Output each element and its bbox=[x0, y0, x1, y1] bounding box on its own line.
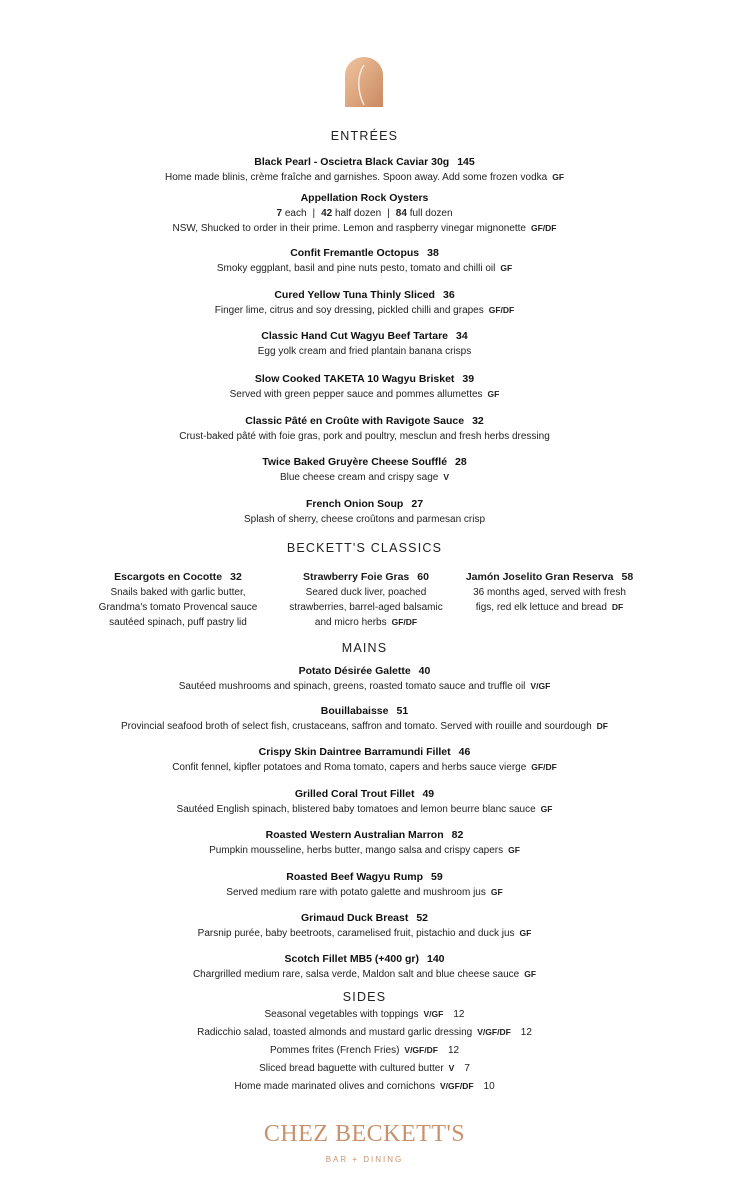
item-name: Classic Hand Cut Wagyu Beef Tartare bbox=[261, 330, 449, 342]
side-item bbox=[0, 1007, 729, 1022]
item-price: 46 bbox=[458, 746, 471, 758]
classic-item bbox=[458, 570, 641, 615]
dietary-tag: GF bbox=[519, 928, 532, 938]
item-name: Appellation Rock Oysters bbox=[300, 192, 429, 204]
item-description: Chargrilled medium rare, salsa verde, Maldon salt and blue cheese sauce bbox=[192, 969, 520, 980]
item-price: 32 bbox=[230, 571, 242, 583]
item-price: 51 bbox=[396, 705, 409, 717]
dietary-tag: GF bbox=[490, 887, 503, 897]
side-item bbox=[0, 1025, 729, 1040]
menu-item bbox=[0, 191, 729, 236]
item-description: Home made blinis, crème fraîche and garnishes. Spoon away. Add some frozen vodka bbox=[164, 172, 548, 183]
dietary-tag: V/GF bbox=[530, 681, 551, 691]
dietary-tag: GF bbox=[487, 389, 500, 399]
item-name: Pommes frites (French Fries) bbox=[269, 1045, 400, 1056]
classic-item bbox=[88, 570, 268, 630]
item-price: 7 bbox=[464, 1063, 470, 1074]
menu-item bbox=[0, 246, 729, 276]
item-price: 58 bbox=[621, 571, 634, 583]
item-name: Crispy Skin Daintree Barramundi Fillet bbox=[258, 746, 451, 758]
dietary-tag: DF bbox=[611, 602, 624, 612]
item-description: Sautéed mushrooms and spinach, greens, roasted tomato sauce and truffle oil bbox=[178, 681, 526, 692]
dietary-tag: GF bbox=[540, 804, 553, 814]
brand-subtitle: BAR + DINING bbox=[325, 1155, 404, 1164]
menu-item bbox=[0, 828, 729, 858]
item-name: Confit Fremantle Octopus bbox=[290, 247, 420, 259]
item-name: Seasonal vegetables with toppings bbox=[264, 1009, 419, 1020]
menu-item bbox=[0, 745, 729, 775]
item-name: Scotch Fillet MB5 (+400 gr) bbox=[284, 953, 419, 965]
item-description: Sautéed English spinach, blistered baby tomatoes and lemon beurre blanc sauce bbox=[176, 804, 536, 815]
item-price: 40 bbox=[418, 665, 431, 677]
item-description-line: Snails baked with garlic butter, bbox=[110, 587, 246, 598]
item-name: Black Pearl - Oscietra Black Caviar 30g bbox=[254, 156, 450, 168]
dietary-tag: GF bbox=[508, 845, 520, 855]
menu-item bbox=[0, 455, 729, 485]
item-price: 145 bbox=[457, 156, 475, 168]
section-title-classics: BECKETT'S CLASSICS bbox=[286, 541, 443, 555]
item-description-line: Grandma's tomato Provencal sauce bbox=[98, 602, 258, 613]
menu-item bbox=[0, 911, 729, 941]
menu-item bbox=[0, 329, 729, 359]
item-description: Smoky eggplant, basil and pine nuts pesto, tomato and chilli oil bbox=[216, 263, 496, 274]
restaurant-logo-icon bbox=[343, 57, 385, 107]
dietary-tag: GF bbox=[524, 969, 537, 979]
item-description-line: 36 months aged, served with fresh bbox=[473, 587, 626, 598]
item-description: Pumpkin mousseline, herbs butter, mango salsa and crispy capers bbox=[209, 845, 504, 856]
item-name: Cured Yellow Tuna Thinly Sliced bbox=[274, 289, 435, 301]
item-price: 60 bbox=[417, 571, 429, 583]
item-name: Roasted Western Australian Marron bbox=[265, 829, 444, 841]
item-name: Escargots en Cocotte bbox=[114, 571, 223, 583]
section-title-entrees: ENTRÉES bbox=[330, 129, 399, 143]
item-price: 34 bbox=[456, 330, 468, 342]
item-name: Roasted Beef Wagyu Rump bbox=[286, 871, 424, 883]
oyster-sizes: 7 each | 42 half dozen | 84 full dozen bbox=[276, 208, 453, 219]
item-description: Crust-baked pâté with foie gras, pork and poultry, mesclun and fresh herbs dressing bbox=[179, 431, 550, 442]
item-description: Served with green pepper sauce and pommes allumettes bbox=[229, 389, 483, 400]
menu-item bbox=[0, 155, 729, 185]
item-name: Radicchio salad, toasted almonds and mustard garlic dressing bbox=[197, 1027, 473, 1038]
dietary-tag: GF bbox=[500, 263, 513, 273]
item-description: Splash of sherry, cheese croûtons and parmesan crisp bbox=[243, 514, 486, 525]
item-description-line: figs, red elk lettuce and bread bbox=[475, 602, 607, 613]
menu-item bbox=[0, 870, 729, 900]
item-name: Sliced bread baguette with cultured butter bbox=[259, 1063, 444, 1074]
dietary-tag: V/GF/DF bbox=[404, 1045, 438, 1055]
item-description: Confit fennel, kipfler potatoes and Roma tomato, capers and herbs sauce vierge bbox=[172, 762, 527, 773]
item-name: French Onion Soup bbox=[305, 498, 404, 510]
item-price: 10 bbox=[483, 1081, 495, 1092]
item-price: 140 bbox=[426, 953, 445, 965]
item-name: Bouillabaisse bbox=[320, 705, 389, 717]
item-description: Finger lime, citrus and soy dressing, pickled chilli and grapes bbox=[214, 305, 484, 316]
item-name: Home made marinated olives and cornichons bbox=[234, 1081, 435, 1092]
item-price: 36 bbox=[442, 289, 455, 301]
menu-item bbox=[0, 497, 729, 527]
dietary-tag: V/GF/DF bbox=[440, 1081, 474, 1091]
item-price: 27 bbox=[411, 498, 424, 510]
dietary-tag: GF bbox=[552, 172, 565, 182]
side-item bbox=[0, 1079, 729, 1094]
dietary-tag: V/GF bbox=[423, 1009, 444, 1019]
item-price: 38 bbox=[427, 247, 439, 259]
item-description-line: and micro herbs bbox=[314, 617, 387, 628]
dietary-tag: V/GF/DF bbox=[477, 1027, 511, 1037]
item-name: Strawberry Foie Gras bbox=[303, 571, 410, 583]
item-price: 12 bbox=[447, 1045, 460, 1056]
dietary-tag: DF bbox=[596, 721, 608, 731]
item-description-line: strawberries, barrel-aged balsamic bbox=[289, 602, 443, 613]
item-name: Potato Désirée Galette bbox=[298, 665, 411, 677]
item-description-line: sautéed spinach, puff pastry lid bbox=[109, 617, 247, 628]
menu-item bbox=[0, 288, 729, 318]
side-item bbox=[0, 1043, 729, 1058]
item-description: NSW, Shucked to order in their prime. Lemon and raspberry vinegar mignonette bbox=[172, 223, 526, 234]
item-name: Grimaud Duck Breast bbox=[300, 912, 409, 924]
section-title-mains: MAINS bbox=[341, 641, 388, 655]
item-price: 49 bbox=[422, 788, 435, 800]
item-price: 12 bbox=[520, 1027, 532, 1038]
item-description: Provincial seafood broth of select fish, crustaceans, saffron and tomato. Served with rouille and sourdough bbox=[121, 721, 592, 732]
item-description: Served medium rare with potato galette and mushroom jus bbox=[226, 887, 486, 898]
item-price: 59 bbox=[431, 871, 443, 883]
dietary-tag: V bbox=[443, 472, 450, 482]
dietary-tag: GF/DF bbox=[488, 305, 515, 315]
item-price: 28 bbox=[455, 456, 467, 468]
item-price: 32 bbox=[472, 415, 484, 427]
menu-item bbox=[0, 787, 729, 817]
menu-item bbox=[0, 952, 729, 982]
dietary-tag: V bbox=[448, 1063, 455, 1073]
item-name: Slow Cooked TAKETA 10 Wagyu Brisket bbox=[254, 373, 455, 385]
menu-item bbox=[0, 664, 729, 694]
item-description: Egg yolk cream and fried plantain banana crisps bbox=[257, 346, 472, 357]
item-description: Blue cheese cream and crispy sage bbox=[279, 472, 439, 483]
classic-item bbox=[271, 570, 461, 630]
dietary-tag: GF/DF bbox=[391, 617, 418, 627]
item-price: 52 bbox=[416, 912, 429, 924]
menu-item bbox=[0, 414, 729, 444]
item-price: 12 bbox=[453, 1009, 465, 1020]
section-title-sides: SIDES bbox=[342, 990, 387, 1004]
item-name: Grilled Coral Trout Fillet bbox=[294, 788, 415, 800]
brand-wordmark: CHEZ BECKETT'S bbox=[263, 1121, 466, 1147]
side-item bbox=[0, 1061, 729, 1076]
item-name: Classic Pâté en Croûte with Ravigote Sauce bbox=[245, 415, 465, 427]
item-description: Parsnip purée, baby beetroots, caramelised fruit, pistachio and duck jus bbox=[197, 928, 515, 939]
item-price: 82 bbox=[451, 829, 464, 841]
item-price: 39 bbox=[462, 373, 475, 385]
item-description-line: Seared duck liver, poached bbox=[305, 587, 427, 598]
menu-item bbox=[0, 704, 729, 734]
item-name: Jamón Joselito Gran Reserva bbox=[465, 571, 614, 583]
menu-item bbox=[0, 372, 729, 402]
dietary-tag: GF/DF bbox=[531, 223, 557, 233]
dietary-tag: GF/DF bbox=[531, 762, 557, 772]
item-name: Twice Baked Gruyère Cheese Soufflé bbox=[262, 456, 448, 468]
